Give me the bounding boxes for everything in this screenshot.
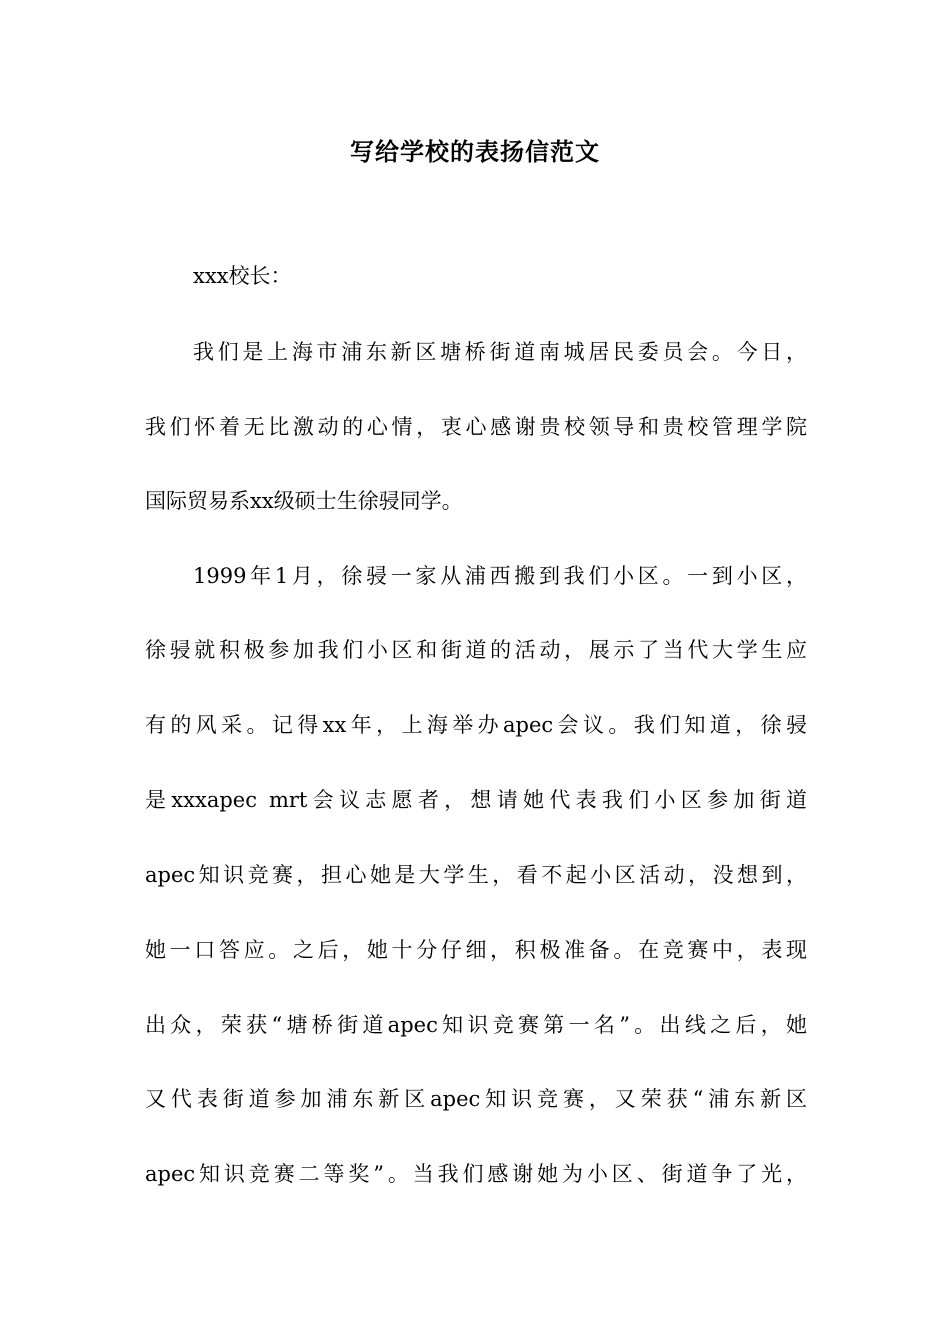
salutation-line: xxx校长： — [193, 264, 292, 288]
paragraph-line: 是xxxapec mrt会议志愿者，想请她代表我们小区参加街道 — [145, 788, 807, 812]
paragraph-line: 我们怀着无比激动的心情，衷心感谢贵校领导和贵校管理学院 — [145, 415, 807, 439]
paragraph-line: 国际贸易系xx级硕士生徐骎同学。 — [145, 489, 463, 513]
paragraph-line: 1999年1月，徐骎一家从浦西搬到我们小区。一到小区， — [193, 564, 807, 588]
paragraph-line: 她一口答应。之后，她十分仔细，积极准备。在竞赛中，表现 — [145, 938, 807, 962]
paragraph-line: apec知识竞赛二等奖”。当我们感谢她为小区、街道争了光， — [145, 1162, 807, 1186]
paragraph-line: 我们是上海市浦东新区塘桥街道南城居民委员会。今日， — [193, 340, 807, 364]
paragraph-line: apec知识竞赛，担心她是大学生，看不起小区活动，没想到， — [145, 863, 807, 887]
paragraph-line: 又代表街道参加浦东新区apec知识竞赛，又荣获“浦东新区 — [145, 1087, 807, 1111]
paragraph-line: 徐骎就积极参加我们小区和街道的活动，展示了当代大学生应 — [145, 638, 807, 662]
paragraph-line: 有的风采。记得xx年，上海举办apec会议。我们知道，徐骎 — [145, 713, 807, 737]
paragraph-line: 出众，荣获“塘桥街道apec知识竞赛第一名”。出线之后，她 — [145, 1013, 807, 1037]
document-title: 写给学校的表扬信范文 — [350, 138, 600, 166]
